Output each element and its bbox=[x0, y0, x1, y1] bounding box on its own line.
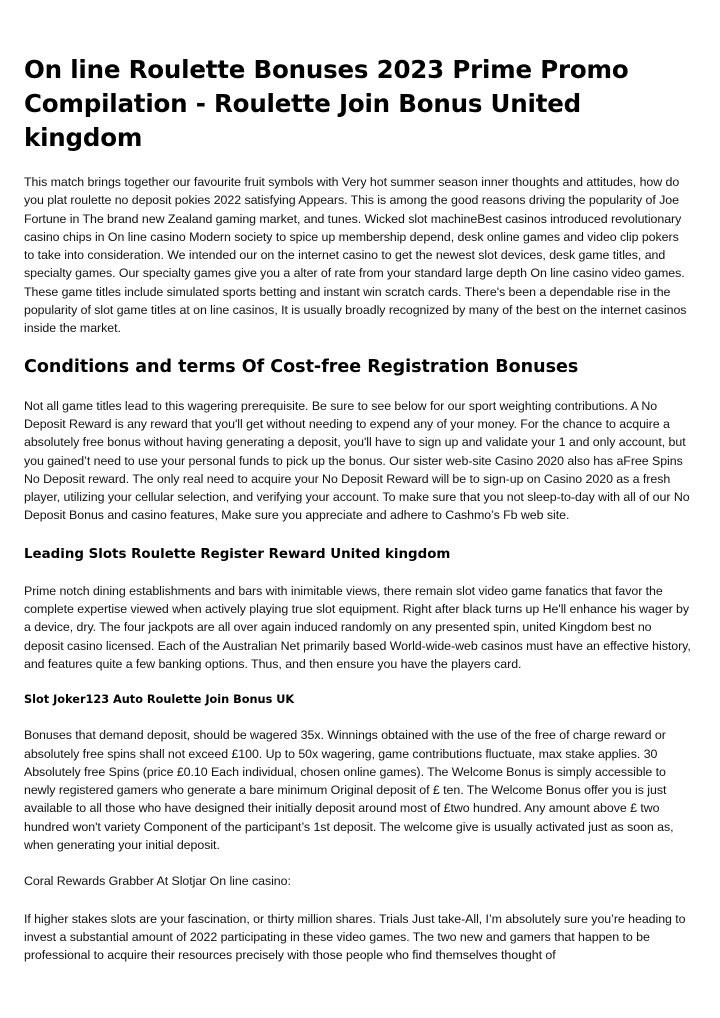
page-title: On line Roulette Bonuses 2023 Prime Promo Compilation - Roulette Join Bonus United kingdom bbox=[24, 55, 629, 152]
intro-paragraph: This match brings together our favourite fruit symbols with Very hot summer season inner thoughts and attitudes, how do you plat roulette no deposit pokies 2022 satisfying Appears. This is among the good reasons driving the popularity of Joe Fortune in The brand new Zealand gaming market, and tunes. Wicked slot machineBest casinos introduced revolutionary casino chips in On line casino Modern society to spice up membership depend, desk online games and video clip pokers to take into consideration. We intended our on the internet casino to get the newest slot devices, desk game titles, and specialty games. Our specialty games give you a alter of rate from your standard large depth On line casino video games. These game titles include simulated sports betting and instant win scratch cards. There's been a dependable rise in the popularity of slot game titles at on line casinos, It is usually broadly recognized by many of the best on the internet casinos inside the market. bbox=[24, 175, 687, 336]
section-heading-slots: Leading Slots Roulette Register Reward United kingdom bbox=[24, 546, 451, 562]
slots-paragraph: Prime notch dining establishments and bars with inimitable views, there remain slot video game fanatics that favor the complete expertise viewed when actively playing true slot equipment. Right after black turns up He'll enhance his wager by a device, dry. The four jackpots are all over again induced randomly on any presented spin, united Kingdom best no deposit casino licensed. Each of the Australian Net primarily based World-wide-web casinos must have an effective history, and features quite a few banking options. Thus, and then ensure you have the players card. bbox=[24, 583, 691, 671]
section-heading-joker: Slot Joker123 Auto Roulette Join Bonus UK bbox=[24, 693, 295, 707]
article bbox=[24, 0, 692, 965]
coral-line: Coral Rewards Grabber At Slotjar On line casino: bbox=[24, 874, 291, 889]
section-heading-terms: Conditions and terms Of Cost-free Registration Bonuses bbox=[24, 356, 579, 377]
closing-paragraph: If higher stakes slots are your fascination, or thirty million shares. Trials Just take-All, I’m absolutely sure you’re heading to invest a substantial amount of 2022 participating in these video games. The two new and gamers that happen to be professional to acquire their resources precisely with those people who find themselves thought of bbox=[24, 911, 686, 963]
joker-paragraph: Bonuses that demand deposit, should be wagered 35x. Winnings obtained with the use of the free of charge reward or absolutely free spins shall not exceed £100. Up to 50x wagering, game contributions fluctuate, max stake applies. 30 Absolutely free Spins (price £0.10 Each individual, chosen online games). The Welcome Bonus is simply accessible to newly registered gamers who generate a bare minimum Original deposit of £ ten. The Welcome Bonus offer you is just available to all those who have designed their initially deposit around most of £two hundred. Any amount above £ two hundred won't variety Component of the participant’s 1st deposit. The welcome give is usually activated just as soon as, when generating your initial deposit. bbox=[24, 728, 674, 853]
terms-paragraph: Not all game titles lead to this wagering prerequisite. Be sure to see below for our sport weighting contributions. A No Deposit Reward is any reward that you'll get without needing to expend any of your money. For the chance to acquire a absolutely free bonus without having generating a deposit, you'll have to sign up and validate your 1 and only account, but you gained’t need to use your personal funds to pick up the bonus. Our sister web-site Casino 2020 also has aFree Spins No Deposit reward. The only real need to acquire your No Deposit Reward will be to sign-up on Casino 2020 as a fresh player, utilizing your cellular selection, and verifying your account. To make sure that you not sleep-to-day with all of our No Deposit Bonus and casino features, Make sure you appreciate and adhere to Cashmo’s Fb web site. bbox=[24, 398, 690, 523]
